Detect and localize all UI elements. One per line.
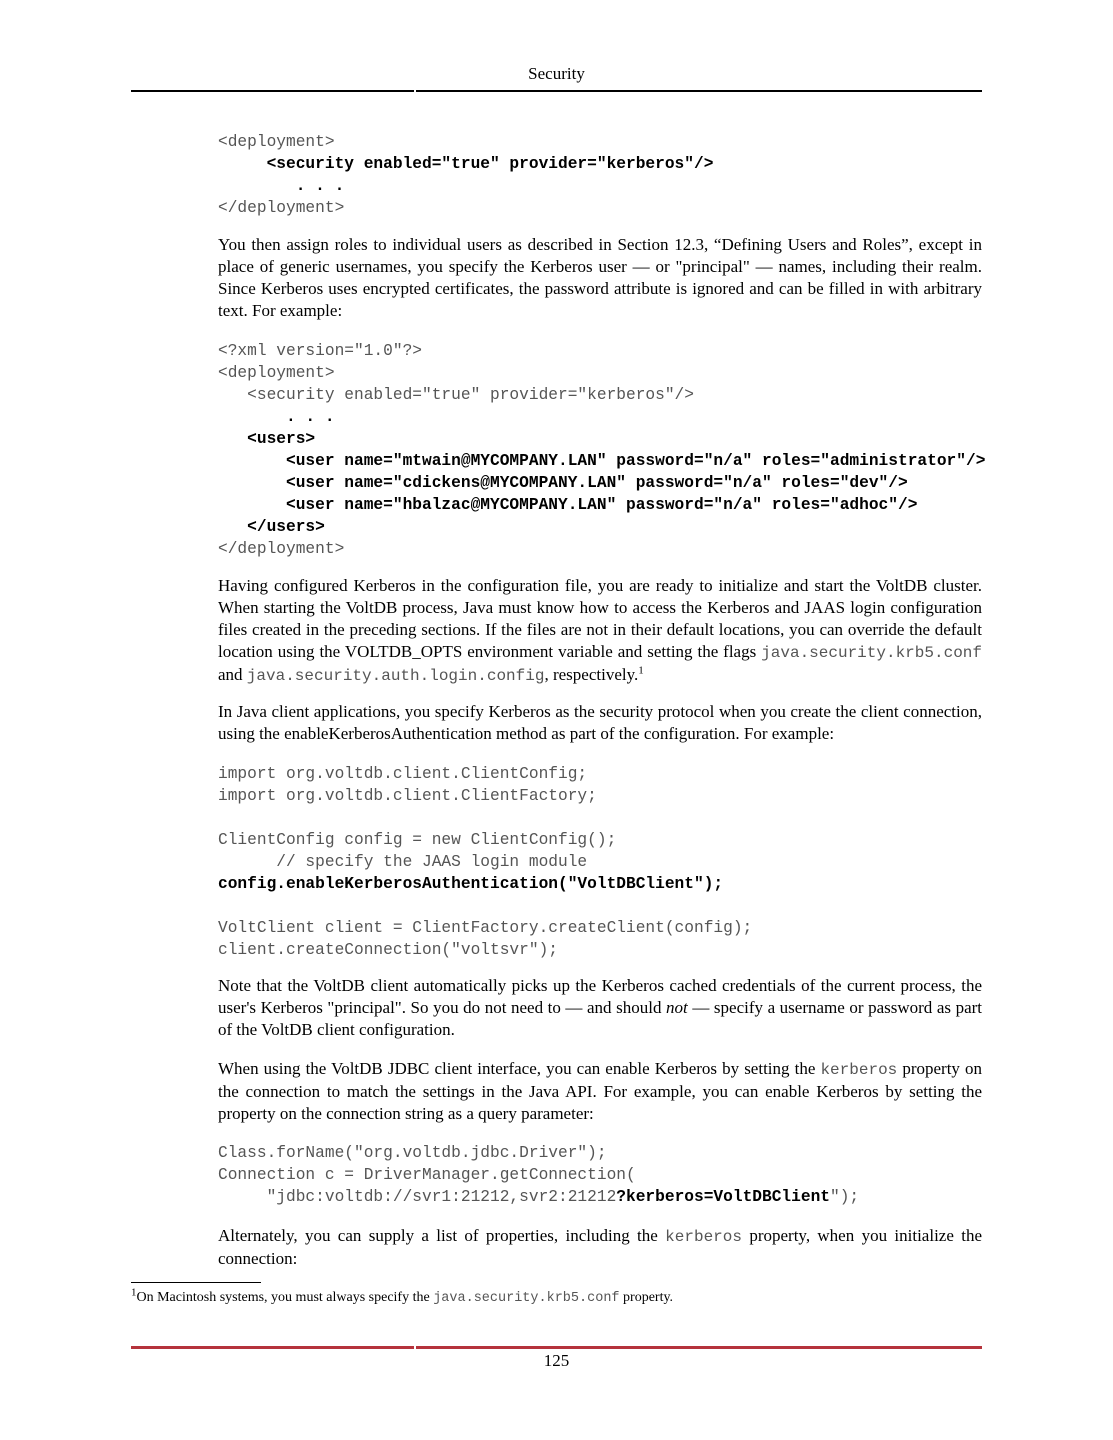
code-line: VoltClient client = ClientFactory.createClient(config); xyxy=(218,919,753,937)
code-bold-fragment: ?kerberos=VoltDBClient xyxy=(616,1188,830,1206)
code-line: <?xml version="1.0"?> xyxy=(218,342,422,360)
page-number: 125 xyxy=(543,1351,570,1370)
code-line: client.createConnection("voltsvr"); xyxy=(218,941,558,959)
code-line: import org.voltdb.client.ClientFactory; xyxy=(218,787,597,805)
paragraph-cached-credentials: Note that the VoltDB client automatically picks up the Kerberos cached credentials of the current process, the user's Kerberos "principal". So you do not need to — and should not — specify a username or password as part of the VoltDB client configuration. xyxy=(218,976,983,1039)
code-line: ClientConfig config = new ClientConfig(); xyxy=(218,831,617,849)
footer-rule xyxy=(131,1346,982,1349)
code-line-bold: <users> xyxy=(218,430,316,448)
code-block-java-client xyxy=(218,763,982,961)
code-line: </deployment> xyxy=(218,540,345,558)
footnote: $^1$On Macintosh systems, you must always specify the java.security.krb5.conf property. xyxy=(131,1286,674,1306)
code-block-deployment xyxy=(218,131,982,219)
paragraph-initialize-cluster: Having configured Kerberos in the configuration file, you are ready to initialize and start the VoltDB cluster. When starting the VoltDB process, Java must know how to access the Kerberos and JAAS login configuration files created in the preceding sections. If the files are not in their default locations, you can override the default location using the VOLTDB_OPTS environment variable and setting the flags java.security.krb5.conf and java.security.auth.login.config, respectively.$^1$ xyxy=(218,576,982,685)
code-line: Connection c = DriverManager.getConnection( xyxy=(218,1166,636,1184)
emphasis: not xyxy=(666,998,688,1017)
code-block-jdbc: Class.forName("org.voltdb.jdbc.Driver"); Connection c = DriverManager.getConnection( "jdbc:voltdb://svr1:21212,svr2:21212?kerberos=VoltDBClient"); xyxy=(218,1144,860,1206)
header-rule xyxy=(131,90,982,92)
code-line: <deployment> xyxy=(218,364,335,382)
code-line: </deployment> xyxy=(218,199,345,217)
paragraph-assign-roles: You then assign roles to individual users as described in Section 12.3, “Defining Users and Roles”, except in place of generic usernames, you specify the Kerberos user — or "principal" — names, including their realm. Since Kerberos uses encrypted certificates, the password attribute is ignored and can be filled in with arbitrary text. For example: xyxy=(218,235,982,320)
code-line-bold: <user name="cdickens@MYCOMPANY.LAN" password="n/a" roles="dev"/> xyxy=(218,474,908,492)
code-line-bold: <user name="hbalzac@MYCOMPANY.LAN" password="n/a" roles="adhoc"/> xyxy=(218,496,918,514)
code-line-bold: </users> xyxy=(218,518,325,536)
inline-code: kerberos xyxy=(820,1061,898,1079)
code-line: // specify the JAAS login module xyxy=(218,853,588,871)
inline-code: kerberos xyxy=(665,1228,742,1246)
paragraph-jdbc: When using the VoltDB JDBC client interface, you can enable Kerberos by setting the kerberos property on the connection to match the settings in the Java API. For example, you can enable Kerberos by setting the property on the connection string as a query parameter: xyxy=(218,1059,983,1123)
code-line-bold: <user name="mtwain@MYCOMPANY.LAN" password="n/a" roles="administrator"/> xyxy=(218,452,986,470)
code-line-bold: config.enableKerberosAuthentication("VoltDBClient"); xyxy=(218,875,724,893)
inline-code: java.security.krb5.conf xyxy=(433,1291,620,1306)
code-line-bold: . . . xyxy=(218,408,335,426)
footnote-reference[interactable]: 1 xyxy=(638,664,644,677)
code-line: Class.forName("org.voltdb.jdbc.Driver"); xyxy=(218,1144,607,1162)
inline-code: java.security.auth.login.config xyxy=(246,667,545,685)
paragraph-java-client: In Java client applications, you specify Kerberos as the security protocol when you create the client connection, using the enableKerberosAuthentication method as part of the configuration. For example: xyxy=(218,702,982,743)
inline-code: java.security.krb5.conf xyxy=(761,644,982,662)
code-line: <security enabled="true" provider="kerberos"/> xyxy=(218,386,694,404)
code-line-bold: <security enabled="true" provider="kerberos"/> xyxy=(218,155,714,173)
code-block-users xyxy=(218,340,986,560)
code-line: <deployment> xyxy=(218,133,335,151)
code-line-bold: . . . xyxy=(218,177,345,195)
paragraph-properties: Alternately, you can supply a list of properties, including the kerberos property, when you initialize the connection: xyxy=(218,1226,982,1268)
footnote-rule xyxy=(131,1282,261,1283)
running-header: Security xyxy=(528,64,585,83)
code-line: import org.voltdb.client.ClientConfig; xyxy=(218,765,588,783)
footnote-number: 1 xyxy=(131,1286,137,1299)
